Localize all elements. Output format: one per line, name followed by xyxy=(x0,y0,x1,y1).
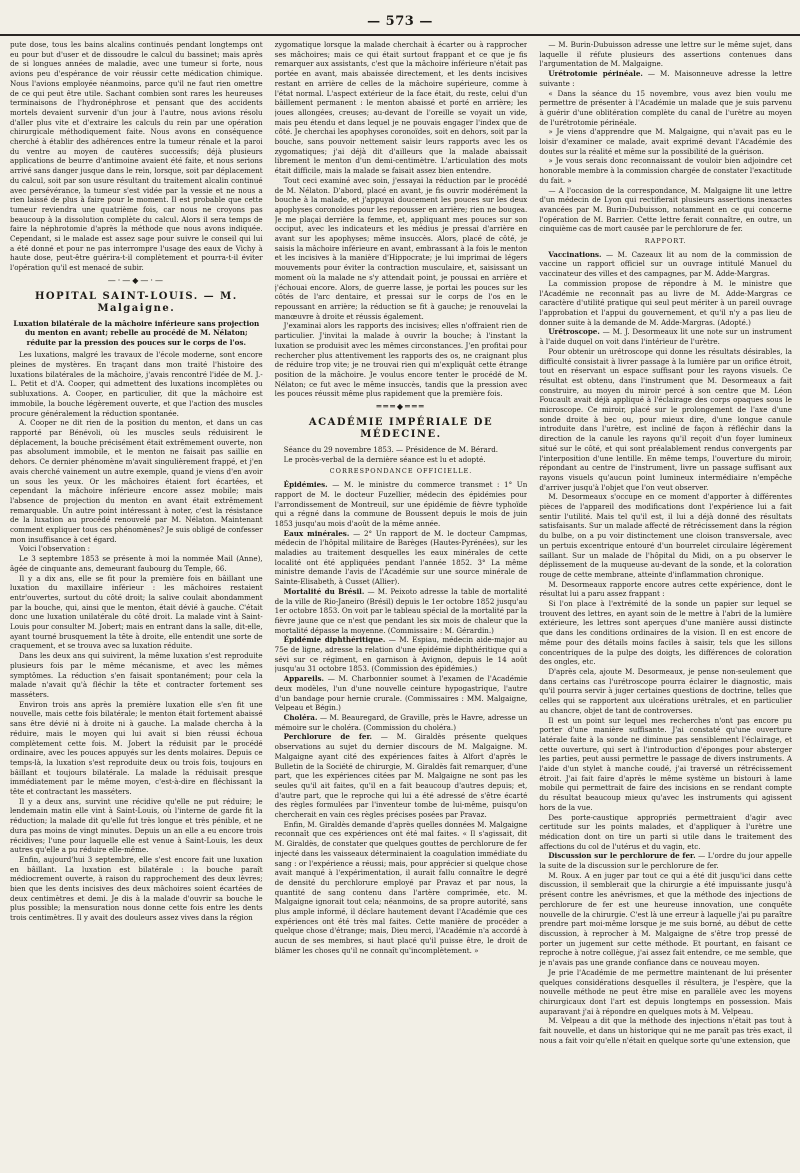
entry-text: — M. Peixoto adresse la table de mortalité de la ville de Rio-Janeiro (Brésil) depuis le 1er octobre 1852 jusqu'au 1er octobre 1853. On voit par le tableau spécial de la mortalité par la fièvre jaune que ce n'est que pendant les six mois de chaleur que la mortalité dépasse la moyenne. (Commissaire : M. Gérardin.) xyxy=(274,586,528,635)
entry-text: — M. Giraldès présente quelques observations au sujet du dernier discours de M. Malgaigne. M. Malgaigne ayant cité des expériences faites à Alfort d'après le Bulletin de la Société de chirurgie, M. Giraldès fait remarquer, d'une part, que les expériences citées par M. Malgaigne ne sont pas les seules qu'il ait faites, qu'il en a fait beaucoup d'autres depuis; et, d'autre part, que le reproche qui lui a été adressé de s'être écarté des règles formulées par l'inventeur tombe de lui-même, puisqu'on chercherait en vain ces règles précises posées par Pravaz. xyxy=(274,732,528,820)
entry-lead: Vaccinations. xyxy=(548,249,602,259)
entry-text: — M. Charbonnier soumet à l'examen de l'Académie deux modèles, l'un d'une nouvelle ceinture hypogastrique, l'autre d'un bandage pour hernie crurale. (Commissaires : MM. Malgaigne, Velpeau et Bégin.) xyxy=(274,674,528,713)
entry-text: Pour obtenir un urétroscope qui donne les résultats désirables, la difficulté consistait à livrer passage à la lumière par un orifice étroit, tout en réservant un espace suffisant pour les rayons visuels. Ce résultat est obtenu, dans l'instrument que M. Desormeaux a fait construire, au moyen du miroir percé à son centre que M. Léon Foucault avait déjà appliqué à l'éclairage des corps opaques sous le microscope. Ce miroir, placé sur le prolongement de l'axe d'une sonde droite à bec ou, pour mieux dire, d'une longue canule introduite dans l'urètre, est incliné de façon à réfléchir dans la direction de la canule les rayons qu'il reçoit d'un foyer lumineux situé sur le côté, et qui sont préalablement rendus convergents par l'interposition d'une lentille. En même temps, l'ouverture du miroir, répondant au centre de l'instrument, livre un passage suffisant aux rayons visuels qu'aucun point lumineux intermédiaire n'empêche d'arriver jusqu'à l'objet que l'on veut observer. xyxy=(539,346,792,492)
article-columns xyxy=(10,40,792,1166)
paragraph: Enfin, aujourd'hui 3 septembre, elle s'est encore fait une luxation en bâillant. La luxation est bilatérale : la bouche paraît médiocrement ouverte, à raison du rapprochement des deux lèvres; bien que les dents incisives des deux mâchoires soient écartées de deux centimètres et demi. Je dis à la malade d'ouvrir sa bouche le plus possible; la mensuration nous donne cette fois entre les dents trois centimètres. Il y avait des douleurs assez vives dans la région xyxy=(10,854,263,923)
entry-text: Il est un point sur lequel mes recherches n'ont pas encore pu porter d'une manière suffisante. J'ai constaté qu'une ouverture latérale faite à la sonde ne diminue pas sensiblement l'éclairage, et cette ouverture, qui sert à l'introduction d'éponges pour absterger les parties, peut aussi permettre le passage de divers instruments. A l'aide d'un stylet à manche coudé, j'ai traversé un rétrécissement étroit. J'ai fait faire d'après le même système un bistouri à lame mobile qui permettrait de faire des incisions en se rendant compte du résultat beaucoup mieux qu'avec les instruments qui agissent hors de la vue. xyxy=(539,715,792,812)
entry-text: — M. J. Desormeaux lit une note sur un instrument à l'aide duquel on voit dans l'intérieur de l'urètre. xyxy=(539,327,792,347)
entry-text: Si l'on place à l'extrémité de la sonde un papier sur lequel se trouvent des lettres, en ayant soin de le mettre à l'abri de la lumière extérieure, les lettres sont aperçues d'une manière aussi distincte que dans les conditions ordinaires de la vision. Il en est encore de même pour des détails moins faciles à saisir, tels que les sillons concentriques de la pulpe des doigts, les différences de coloration des ongles, etc. xyxy=(539,599,792,667)
entry-text: — M. Cazeaux lit au nom de la commission de vaccine un rapport officiel sur un ouvrage intitulé Manuel du vaccinateur des villes et des campagnes, par M. Adde-Margras. xyxy=(539,249,792,279)
paragraph: A. Cooper ne dit rien de la position du menton, et dans un cas rapporté par Bénévoli, où les muscles seuls réduisirent le déplacement, la bouche précisément était extrêmement ouverte, non pas absolument immobile, et le menton ne faisait pas saillie en dehors. Ce dernier phénomène m'avait singulièrement frappé, et j'en avais cherché vainement un autre exemple, quand je viens d'en avoir un sous les yeux. Or les mâchoires étaient fort écartées, et cependant la mâchoire inférieure encore assez mobile; mais l'absence de projection du menton en avant était extrêmement remarquable. Un autre point intéressant à noter, c'est la résistance de la luxation au procédé renouvelé par M. Nélaton. Maintenant comment expliquer tous ces phénomènes? Je suis obligé de confesser mon insuffisance à cet égard. xyxy=(10,418,263,544)
entry xyxy=(275,635,528,674)
entry-text: — M. le ministre du commerce transmet : 1° Un rapport de M. le docteur Fuzellier, médecin des épidémies pour l'arrondissement de Montreuil, sur une épidémie de fièvre typhoïde qui a régné dans la commune de Boussent depuis le mois de juin 1853 jusqu'au mois d'août de la même année. xyxy=(274,480,528,528)
paragraph: Tout ceci examiné avec soin, j'essayai la réduction par le procédé de M. Nélaton. D'abord, placé en avant, je fis ouvrir modérément la bouche à la malade, et j'appuyai doucement les pouces sur les deux apophyses coronoïdes pour les repousser en arrière; rien ne bougea. Je me plaçai derrière la femme, et, appliquant mes pouces sur son occiput, avec les indicateurs et les médius je pressai d'arrière en avant sur les apophyses; même insuccès. Alors, placé de côté, je saisis la mâchoire inférieure en avant, embrassant à la fois le menton et les incisives à la manière d'Hippocrate; je lui imprimai de légers mouvements pour éviter la contraction musculaire, et, saisissant un moment où la malade ne s'y attendait point, je poussai en arrière et j'échouai encore. Alors, de guerre lasse, je portai les pouces sur les côtés de l'arc dentaire, et pressai sur le corps de l'os en le repoussant en arrière; la réduction se fit à gauche; je renouvelai la manœuvre à droite et réussis également. xyxy=(274,175,528,321)
entry-text: D'après cela, ajoute M. Desormeaux, je pense non-seulement que dans certains cas l'urétroscope pourra éclairer le diagnostic, mais qu'il pourra servir à juger certaines questions de doctrine, telles que celles qui se rapportent aux ulcérations urétrales, et en particulier au chancre, objet de tant de controverses. xyxy=(539,667,792,715)
paragraph: Les luxations, malgré les travaux de l'école moderne, sont encore pleines de mystères. En traçant dans mon traité l'histoire des luxations bilatérales de la mâchoire, j'avais rencontré l'idée de M. J.-L. Petit et d'A. Cooper, qui admettent des luxations incomplètes ou subluxations. A. Cooper, en particulier, dit que la mâchoire est immobile, la bouche légèrement ouverte, et que l'action des muscles procure généralement la réduction spontanée. xyxy=(10,350,263,418)
entry xyxy=(539,1016,792,1045)
paragraph: Dans les deux ans qui suivirent, la même luxation s'est reproduite plusieurs fois par le même mécanisme, et avec les mêmes symptômes. La réduction s'en faisait spontanément; pour cela la malade n'avait qu'à fléchir la tête et contracter fortement ses masséters. xyxy=(10,651,263,699)
section-title-hopital: HOPITAL SAINT-LOUIS. — M. Malgaigne. xyxy=(34,290,238,314)
entry xyxy=(539,327,792,346)
entry-text: M. Desormeaux rapporte encore autres cette expérience, dont le résultat lui a paru assez frappant : xyxy=(539,579,792,599)
entry xyxy=(275,713,528,732)
entry-text: — M. Espiau, médecin aide-major au 75e de ligne, adresse la relation d'une épidémie diphthéritique qui a sévi sur ce régiment, en garnison à Avignon, depuis le 14 août jusqu'au 31 octobre 1853. (Commission des épidémies.) xyxy=(274,635,528,674)
entry-text: — M. Maisonneuve adresse la lettre suivante : xyxy=(539,69,792,88)
entry-text: M. Velpeau a dit que la méthode des injections n'était pas tout à fait nouvelle, et dans un historique qui ne me paraît pas très exact, il nous a fait voir qu'elle n'était en quelque sorte qu'une extension, que xyxy=(539,1016,792,1045)
entry xyxy=(539,968,792,1017)
entry xyxy=(539,813,792,852)
section-title-academie: ACADÉMIE IMPÉRIALE DE MÉDECINE. xyxy=(308,417,494,441)
column-3 xyxy=(539,40,792,1166)
entry xyxy=(539,580,792,599)
entry-text: Je prie l'Académie de me permettre maintenant de lui présenter quelques considérations desquelles il résultera, je l'espère, que la nouvelle méthode ne peut être mise en parallèle avec les moyens chirurgicaux dont l'art est depuis longtemps en possession. Mais auparavant j'ai à répondre en quelques mots à M. Velpeau. xyxy=(539,967,792,1016)
entry-lead: Choléra. xyxy=(283,713,318,722)
entry xyxy=(539,871,792,968)
entry-text: M. Desormeaux s'occupe en ce moment d'apporter à différentes pièces de l'appareil des modifications dont l'expérience lui a fait sentir l'utilité. Mais tel qu'il est, il lui a déjà donné des résultats satisfaisants. Sur un malade affecté de rétrécissement dans la région du bulbe, on a pu voir distinctement une cloison transversale, avec un pertuis excentrique entouré d'un bourrelet circulaire légèrement saillant. Sur un malade de l'hôpital du Midi, on a pu observer le déplissement de la muqueuse au-devant de la sonde, et la coloration rouge de cette membrane, atteinte d'inflammation chronique. xyxy=(539,492,792,579)
entry-text: Des porte-caustique appropriés permettraient d'agir avec certitude sur les points malades, et d'appliquer à l'urètre une médication dont on tire un parti si utile dans le traitement des affections du col de l'utérus et du vagin, etc. xyxy=(539,812,792,851)
entry xyxy=(275,732,528,819)
ornament-divider: —·—◆—·— xyxy=(107,275,165,285)
article-heading: Luxation bilatérale de la mâchoire inférieure sans projection du menton en avant; rebelle au procédé de M. Nélaton; réduite par la pression des pouces sur le corps de l'os. xyxy=(13,318,260,347)
entry-lead: Perchlorure de fer. xyxy=(283,732,373,742)
entry-lead: Épidémie diphthéritique. xyxy=(283,635,386,645)
entry-text: M. Roux. A en juger par tout ce qui a été dit jusqu'ici dans cette discussion, il semblerait que la chirurgie a été impuissante jusqu'à présent contre les anévrismes, et que la méthode des injections de perchlorure de fer est une heureuse innovation, une conquête nouvelle de la chirurgie. C'est là une erreur à laquelle j'ai pu paraître prendre part moi-même lorsque je me suis borné, au début de cette discussion, à reprocher à M. Malgaigne de s'être trop pressé de porter un jugement sur cette méthode. Et pourtant, en faisant ce reproche à notre collègue, j'ai assez fait entendre, ce me semble, que je n'avais pas une grande confiance dans ce nouveau moyen. xyxy=(539,870,792,968)
entry xyxy=(275,587,528,636)
column-1 xyxy=(10,40,263,1166)
paragraph: Voici l'observation : xyxy=(19,544,91,554)
page-header xyxy=(0,12,800,36)
paragraph: zygomatique lorsque la malade cherchait à écarter ou à rapprocher ses mâchoires; mais ce qui était surtout frappant et ce que je fis remarquer aux assistants, c'est que la mâchoire inférieure n'était pas portée en avant, mais abaissée directement, et les dents incisives restant en arrière de celles de la mâchoire supérieure, comme à l'état normal. L'aspect extérieur de la face était, du reste, celui d'un bâillement permanent : le menton abaissé et porté en arrière; les joues allongées, creuses; au-devant de l'oreille se voyait un vide, mais peu étendu et dans lequel je ne pouvais engager l'index que de côté. Je cherchai les apophyses coronoïdes, soit en dehors, soit par la bouche, sans pouvoir nettement saisir leurs rapports avec les os zygomatiques; j'ai déjà dit d'ailleurs que la malade abaissait librement le menton d'un demi-centimètre. L'articulation des mots était difficile, mais la malade se faisait assez bien entendre. xyxy=(274,40,528,176)
paragraph: — M. Burin-Dubuisson adresse une lettre sur le même sujet, dans laquelle il réfute plusieurs des assertions contenues dans l'argumentation de M. Malgaigne. xyxy=(539,40,792,69)
entry xyxy=(275,820,528,956)
paragraph: pute dose, tous les bains alcalins continués pendant longtemps ont eu pour but d'user et de dissoudre le calcul du bassinet; mais après de si longues années de maladie, avec une tumeur si forte, nous avions peu d'espérance de voir réussir cette médication chimique. Nous l'avions employée néanmoins, parce qu'il ne faut rien omettre de ce qui peut être utile. Sachant combien sont rares les heureuses terminaisons de l'hydronéphrose et pensant que des accidents mortels devaient survenir d'un jour à l'autre, nous avions résolu d'aller plus vite et d'extraire les calculs du rein par une opération chirurgicale méthodiquement faite. Nous avons en conséquence cherché à établir des adhérences entre la tumeur rénale et la paroi du ventre au moyen de cautères successifs; déjà plusieurs applications de beurre d'antimoine avaient été faite, et nous serions arrivé sans danger jusque dans le rein, lorsque, soit par déplacement du calcul, soit par son usure résultant du traitement alcalin continué avec persévérance, la tumeur s'est vidée par la vessie et ne nous a rien laissé de plus à faire pour le moment. Il est probable que cette tumeur reviendra une quatrième fois, car nous ne croyons pas beaucoup à la dissolution complète du calcul. Alors il sera temps de faire la néphrotomie d'après la méthode que nous avons indiquée. Cependant, si le malade est assez sage pour suivre le conseil qui lui a été donné et pour ne pas interrompre l'usage des eaux de Vichy à haute dose, peut-être guérira-t-il complètement et pourra-t-il éviter l'opération qu'il est menacé de subir. xyxy=(10,40,263,273)
entry xyxy=(275,529,528,587)
entry xyxy=(539,69,792,88)
seance-line: Séance du 29 novembre 1853. — Présidence de M. Bérard. xyxy=(283,445,499,455)
paragraph: Il y a dix ans, elle se fit pour la première fois en bâillant une luxation du maxillaire inférieur : les mâchoires restaient entr'ouvertes, surtout du côté droit; la salive coulait abondamment par la bouche, qui, ainsi que le menton, était dévié à gauche. C'était donc une luxation unilatérale du côté droit. La malade vint à Saint-Louis pour consulter M. Jobert; mais en entrant dans la salle, dit-elle, ayant tourné brusquement la tête à droite, elle entendit une sorte de craquement, et se trouva avec sa luxation réduite. xyxy=(10,573,263,651)
proces-verbal-line: Le procès-verbal de la dernière séance est lu et adopté. xyxy=(283,454,486,464)
paragraph: « Dans la séance du 15 novembre, vous avez bien voulu me permettre de présenter à l'Académie un malade que je suis parvenu à guérir d'une oblitération complète du canal de l'urètre au moyen de l'urétrotomie périnéale. xyxy=(539,88,792,127)
entry-text: — L'ordre du jour appelle la suite de la discussion sur le perchlorure de fer. xyxy=(539,851,792,871)
entry-lead: Mortalité du Brésil. xyxy=(283,586,365,596)
paragraph: Il y a deux ans, survint une récidive qu'elle ne put réduire; le lendemain matin elle vint à Saint-Louis, où l'interne de garde fit la réduction; la malade dit qu'elle fut très longue et très pénible, et ne dura pas moins de vingt minutes. Depuis un an elle a eu encore trois récidives; l'une pour laquelle elle est venue à Saint-Louis, les deux autres qu'elle a pu réduire elle-même. xyxy=(10,796,263,855)
paragraph: J'examinai alors les rapports des incisives; elles n'offraient rien de particulier. J'invitai la malade à ouvrir la bouche; à l'instant la luxation se produisit avec les mêmes circonstances. J'en profitai pour rechercher plus attentivement les rapports des os, ne craignant plus de réduire trop vite; je ne trouvai rien qui m'expliquât cette étrange position de la mâchoire. Je voulus encore tenter le procédé de M. Nélaton; ce fut avec le même insuccès, tandis que la pression avec les pouces réussit même plus rapidement que la première fois. xyxy=(274,321,528,399)
paragraph: Environ trois ans après la première luxation elle s'en fit une nouvelle, mais cette fois bilatérale; le menton était fortement abaissé sans être dévié ni à droite ni à gauche. La malade chercha à la réduire, mais le moyen qui lui avait si bien réussi échoua complètement cette fois. M. Jobert la réduisit par le procédé ordinaire, avec les pouces appuyés sur les dents molaires. Depuis ce temps-là, la luxation s'est reproduite deux ou trois fois, toujours en bâillant et toujours bilatérale. La malade la réduisait presque immédiatement par le même moyen, c'est-à-dire en fléchissant la tête et contractant les masséters. xyxy=(10,699,263,797)
entry-text: La commission propose de répondre à M. le ministre que l'Académie ne reconnaît pas au livre de M. Adde-Margras ce caractère d'utilité pratique qui seul peut mériter à un pareil ouvrage l'approbation et l'appui du gouvernement, et qu'il n'y a pas lieu de donner suite à la demande de M. Adde-Margras. (Adopté.) xyxy=(539,278,792,327)
ornament-divider: ═══◆═══ xyxy=(376,402,426,412)
column-2 xyxy=(275,40,528,1166)
entry-lead: Épidémies. xyxy=(283,480,328,490)
entry xyxy=(539,667,792,716)
entry-lead: Urétrotomie périnéale. xyxy=(548,69,643,79)
entry-text: Enfin, M. Giraldès demande d'après quelles données M. Malgaigne reconnaît que ces expériences ont été mal faites. « Il s'agissait, dit M. Giraldès, de constater que quelques gouttes de perchlorure de fer injecté dans les vaisseaux déterminaient la coagulation immédiate du sang : or l'expérience a réussi; mais, pour apprécier si quelque chose avait manqué à l'expérimentation, il aurait fallu connaître le degré de densité du perchlorure employé par Pravaz et par nous, la quantité de sang contenu dans l'artère comprimée, etc. M. Malgaigne ignorait tout cela; néanmoins, de sa propre autorité, sans plus ample informé, il déclare hautement devant l'Académie que ces expériences ont été très mal faites. Cette manière de procéder a quelque chose d'étrange; mais, Dieu merci, l'Académie n'a accordé à aucun de ses membres, si haut placé qu'il puisse être, le droit de blâmer les choses qu'il ne connaît qu'incomplètement. » xyxy=(274,819,528,955)
paragraph: » Je viens d'apprendre que M. Malgaigne, qui n'avait pas eu le loisir d'examiner ce malade, avait exprimé devant l'Académie des doutes sur la réalité et même sur la possibilité de la guérison. xyxy=(539,127,792,156)
rapport-title: RAPPORT. xyxy=(644,237,687,246)
paragraph: Le 3 septembre 1853 se présente à moi la nommée Mail (Anne), âgée de cinquante ans, demeurant faubourg du Temple, 66. xyxy=(10,554,263,573)
page-number: — 573 — xyxy=(367,14,433,29)
entry xyxy=(539,716,792,813)
paragraph: — A l'occasion de la correspondance, M. Malgaigne lit une lettre d'un médecin de Lyon qui rectifierait plusieurs assertions inexactes avancées par M. Burin-Dubuisson, notamment en ce qui concerne l'opération de M. Barrier. Cette lettre ferait connaître, en outre, un cinquième cas de mort causée par le perchlorure de fer. xyxy=(539,185,792,234)
entry-lead: Appareils. xyxy=(283,674,325,684)
entry xyxy=(539,250,792,279)
entry xyxy=(539,599,792,667)
entry xyxy=(539,851,792,870)
entry xyxy=(275,480,528,529)
entry-lead: Discussion sur le perchlorure de fer. xyxy=(548,851,696,861)
entry xyxy=(539,492,792,579)
entry xyxy=(539,279,792,328)
entry xyxy=(275,674,528,713)
entry-lead: Eaux minérales. xyxy=(283,528,350,538)
correspondance-title: CORRESPONDANCE OFFICIELLE. xyxy=(329,467,473,476)
entry xyxy=(539,347,792,493)
entry-lead: Urétroscope. xyxy=(548,327,600,337)
entry-text: — M. Beauregard, de Graville, près le Havre, adresse un mémoire sur le choléra. (Commission du choléra.) xyxy=(274,713,528,732)
entry-text: — 2° Un rapport de M. le docteur Campmas, médecin de l'hôpital militaire de Barèges (Hautes-Pyrénées), sur les maladies au traitement desquelles les eaux minérales de cette localité ont été appliquées pendant l'année 1852. 3° La même ministre demande l'avis de l'Académie sur une source minérale de Sainte-Elisabeth, à Cusset (Allier). xyxy=(274,528,528,587)
paragraph: » Je vous serais donc reconnaissant de vouloir bien adjoindre cet honorable membre à la commission chargée de constater l'exactitude du fait. » xyxy=(539,156,792,185)
